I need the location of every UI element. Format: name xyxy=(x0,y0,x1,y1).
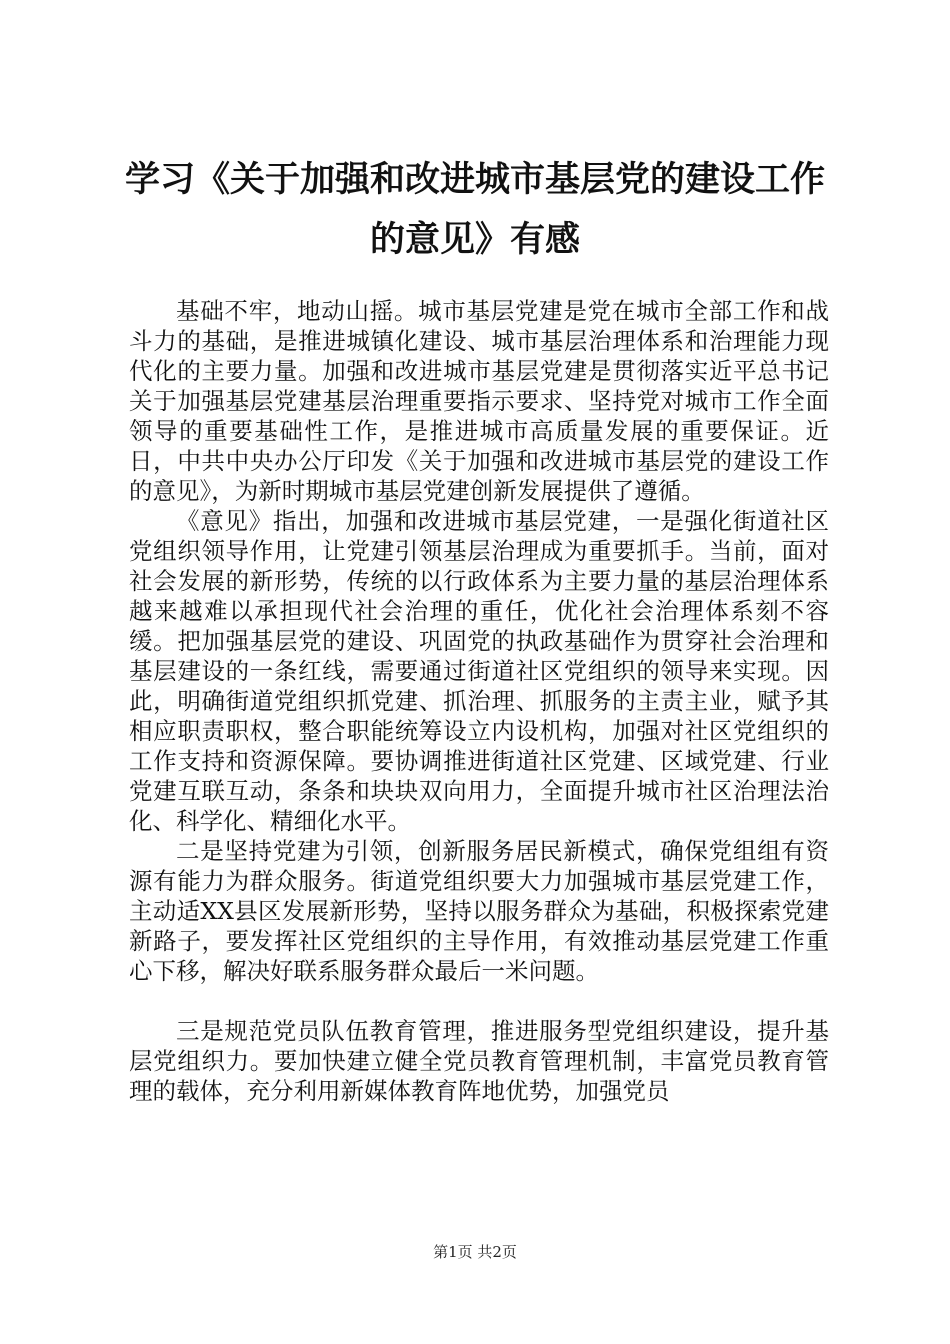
paragraph-4: 三是规范党员队伍教育管理，推进服务型党组织建设，提升基层党组织力。要加快建立健全党员教育管理机制，丰富党员教育管理的载体，充分利用新媒体教育阵地优势，加强党员 xyxy=(129,1017,829,1105)
paragraph-1: 基础不牢，地动山摇。城市基层党建是党在城市全部工作和战斗力的基础，是推进城镇化建设、城市基层治理体系和治理能力现代化的主要力量。加强和改进城市基层党建是贯彻落实近平总书记关于加强基层党建基层治理重要指示要求、坚持党对城市工作全面领导的重要基础性工作，是推进城市高质量发展的重要保证。近日，中共中央办公厅印发《关于加强和改进城市基层党的建设工作的意见》，为新时期城市基层党建创新发展提供了遵循。 xyxy=(129,297,829,505)
document-title-line-1: 学习《关于加强和改进城市基层党的建设工作 xyxy=(124,159,825,200)
page-footer: 第1页 共2页 xyxy=(433,1243,517,1261)
document-body xyxy=(129,296,829,1106)
document-title-line-2: 的意见》有感 xyxy=(369,219,580,260)
paragraph-3: 二是坚持党建为引领，创新服务居民新模式，确保党组组有资源有能力为群众服务。街道党组织要大力加强城市基层党建工作，主动适XX县区发展新形势，坚持以服务群众为基础，积极探索党建新路子，要发挥社区党组织的主导作用，有效推动基层党建工作重心下移，解决好联系服务群众最后一米问题。 xyxy=(129,837,829,985)
paragraph-2: 《意见》指出，加强和改进城市基层党建，一是强化街道社区党组织领导作用，让党建引领基层治理成为重要抓手。当前，面对社会发展的新形势，传统的以行政体系为主要力量的基层治理体系越来越难以承担现代社会治理的重任，优化社会治理体系刻不容缓。把加强基层党的建设、巩固党的执政基础作为贯穿社会治理和基层建设的一条红线，需要通过街道社区党组织的领导来实现。因此，明确街道党组织抓党建、抓治理、抓服务的主责主业，赋予其相应职责职权，整合职能统筹设立内设机构，加强对社区党组织的工作支持和资源保障。要协调推进街道社区党建、区域党建、行业党建互联互动，条条和块块双向用力，全面提升城市社区治理法治化、科学化、精细化水平。 xyxy=(129,507,829,835)
